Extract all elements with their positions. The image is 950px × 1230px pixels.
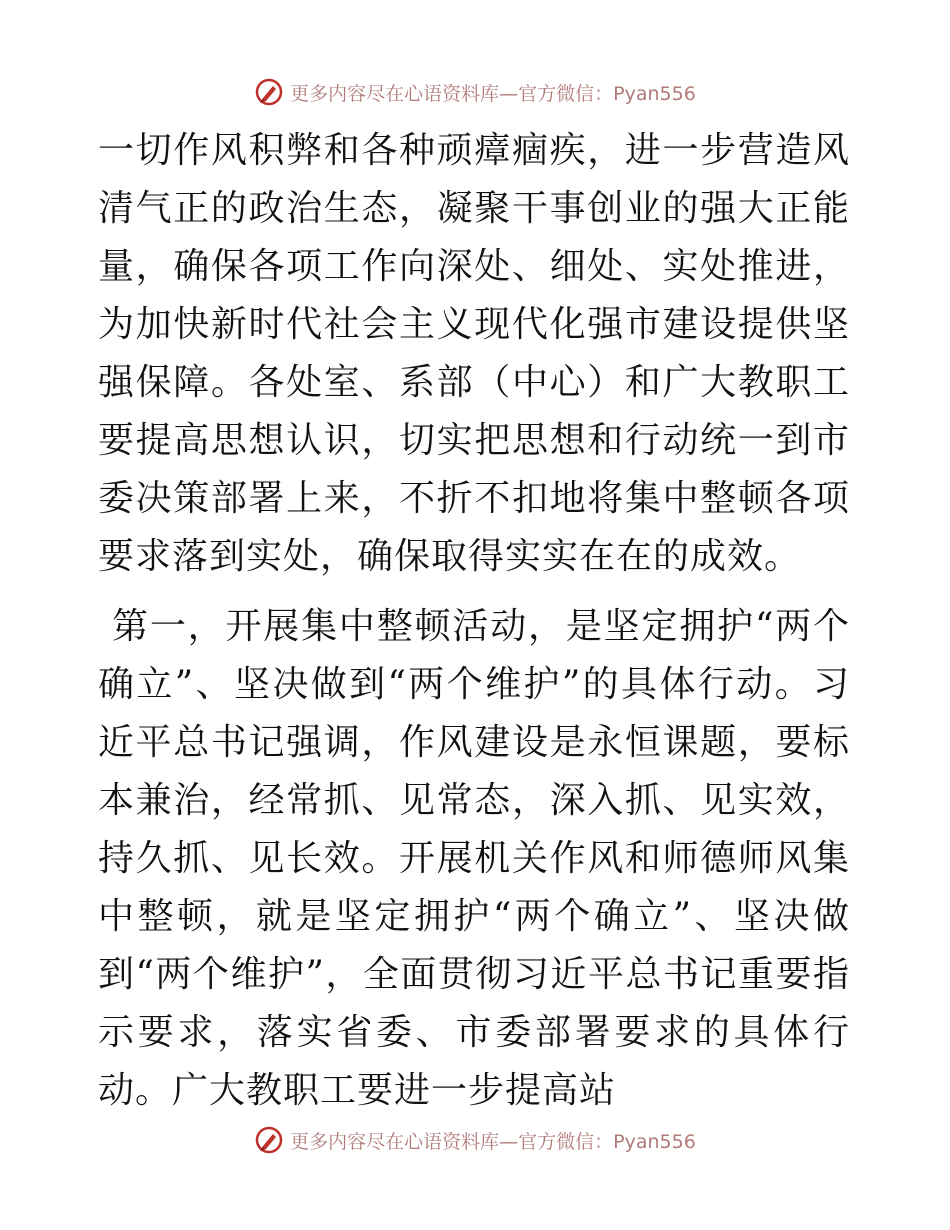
- pen-logo-icon: [254, 1125, 284, 1155]
- document-body: [98, 122, 850, 1120]
- body-paragraph: 一切作风积弊和各种顽瘴痼疾，进一步营造风清气正的政治生态，凝聚干事创业的强大正能量，确保各项工作向深处、细处、实处推进，为加快新时代社会主义现代化强市建设提供坚强保障。各处室、系部（中心）和广大教职工要提高思想认识，切实把思想和行动统一到市委决策部署上来，不折不扣地将集中整顿各项要求落到实处，确保取得实实在在的成效。: [98, 130, 850, 577]
- pen-logo-icon: [254, 77, 284, 107]
- footer-watermark: [0, 1120, 950, 1160]
- watermark-text: 更多内容尽在心语资料库—官方微信：Pyan556: [290, 82, 696, 105]
- watermark-text: 更多内容尽在心语资料库—官方微信：Pyan556: [290, 1130, 696, 1153]
- body-paragraph: 第一，开展集中整顿活动，是坚定拥护“两个确立”、坚决做到“两个维护”的具体行动。习近平总书记强调，作风建设是永恒课题，要标本兼治，经常抓、见常态，深入抓、见实效，持久抓、见长效。开展机关作风和师德师风集中整顿，就是坚定拥护“两个确立”、坚决做到“两个维护”，全面贯彻习近平总书记重要指示要求，落实省委、市委部署要求的具体行动。广大教职工要进一步提高站: [98, 606, 850, 1111]
- header-watermark: [0, 72, 950, 112]
